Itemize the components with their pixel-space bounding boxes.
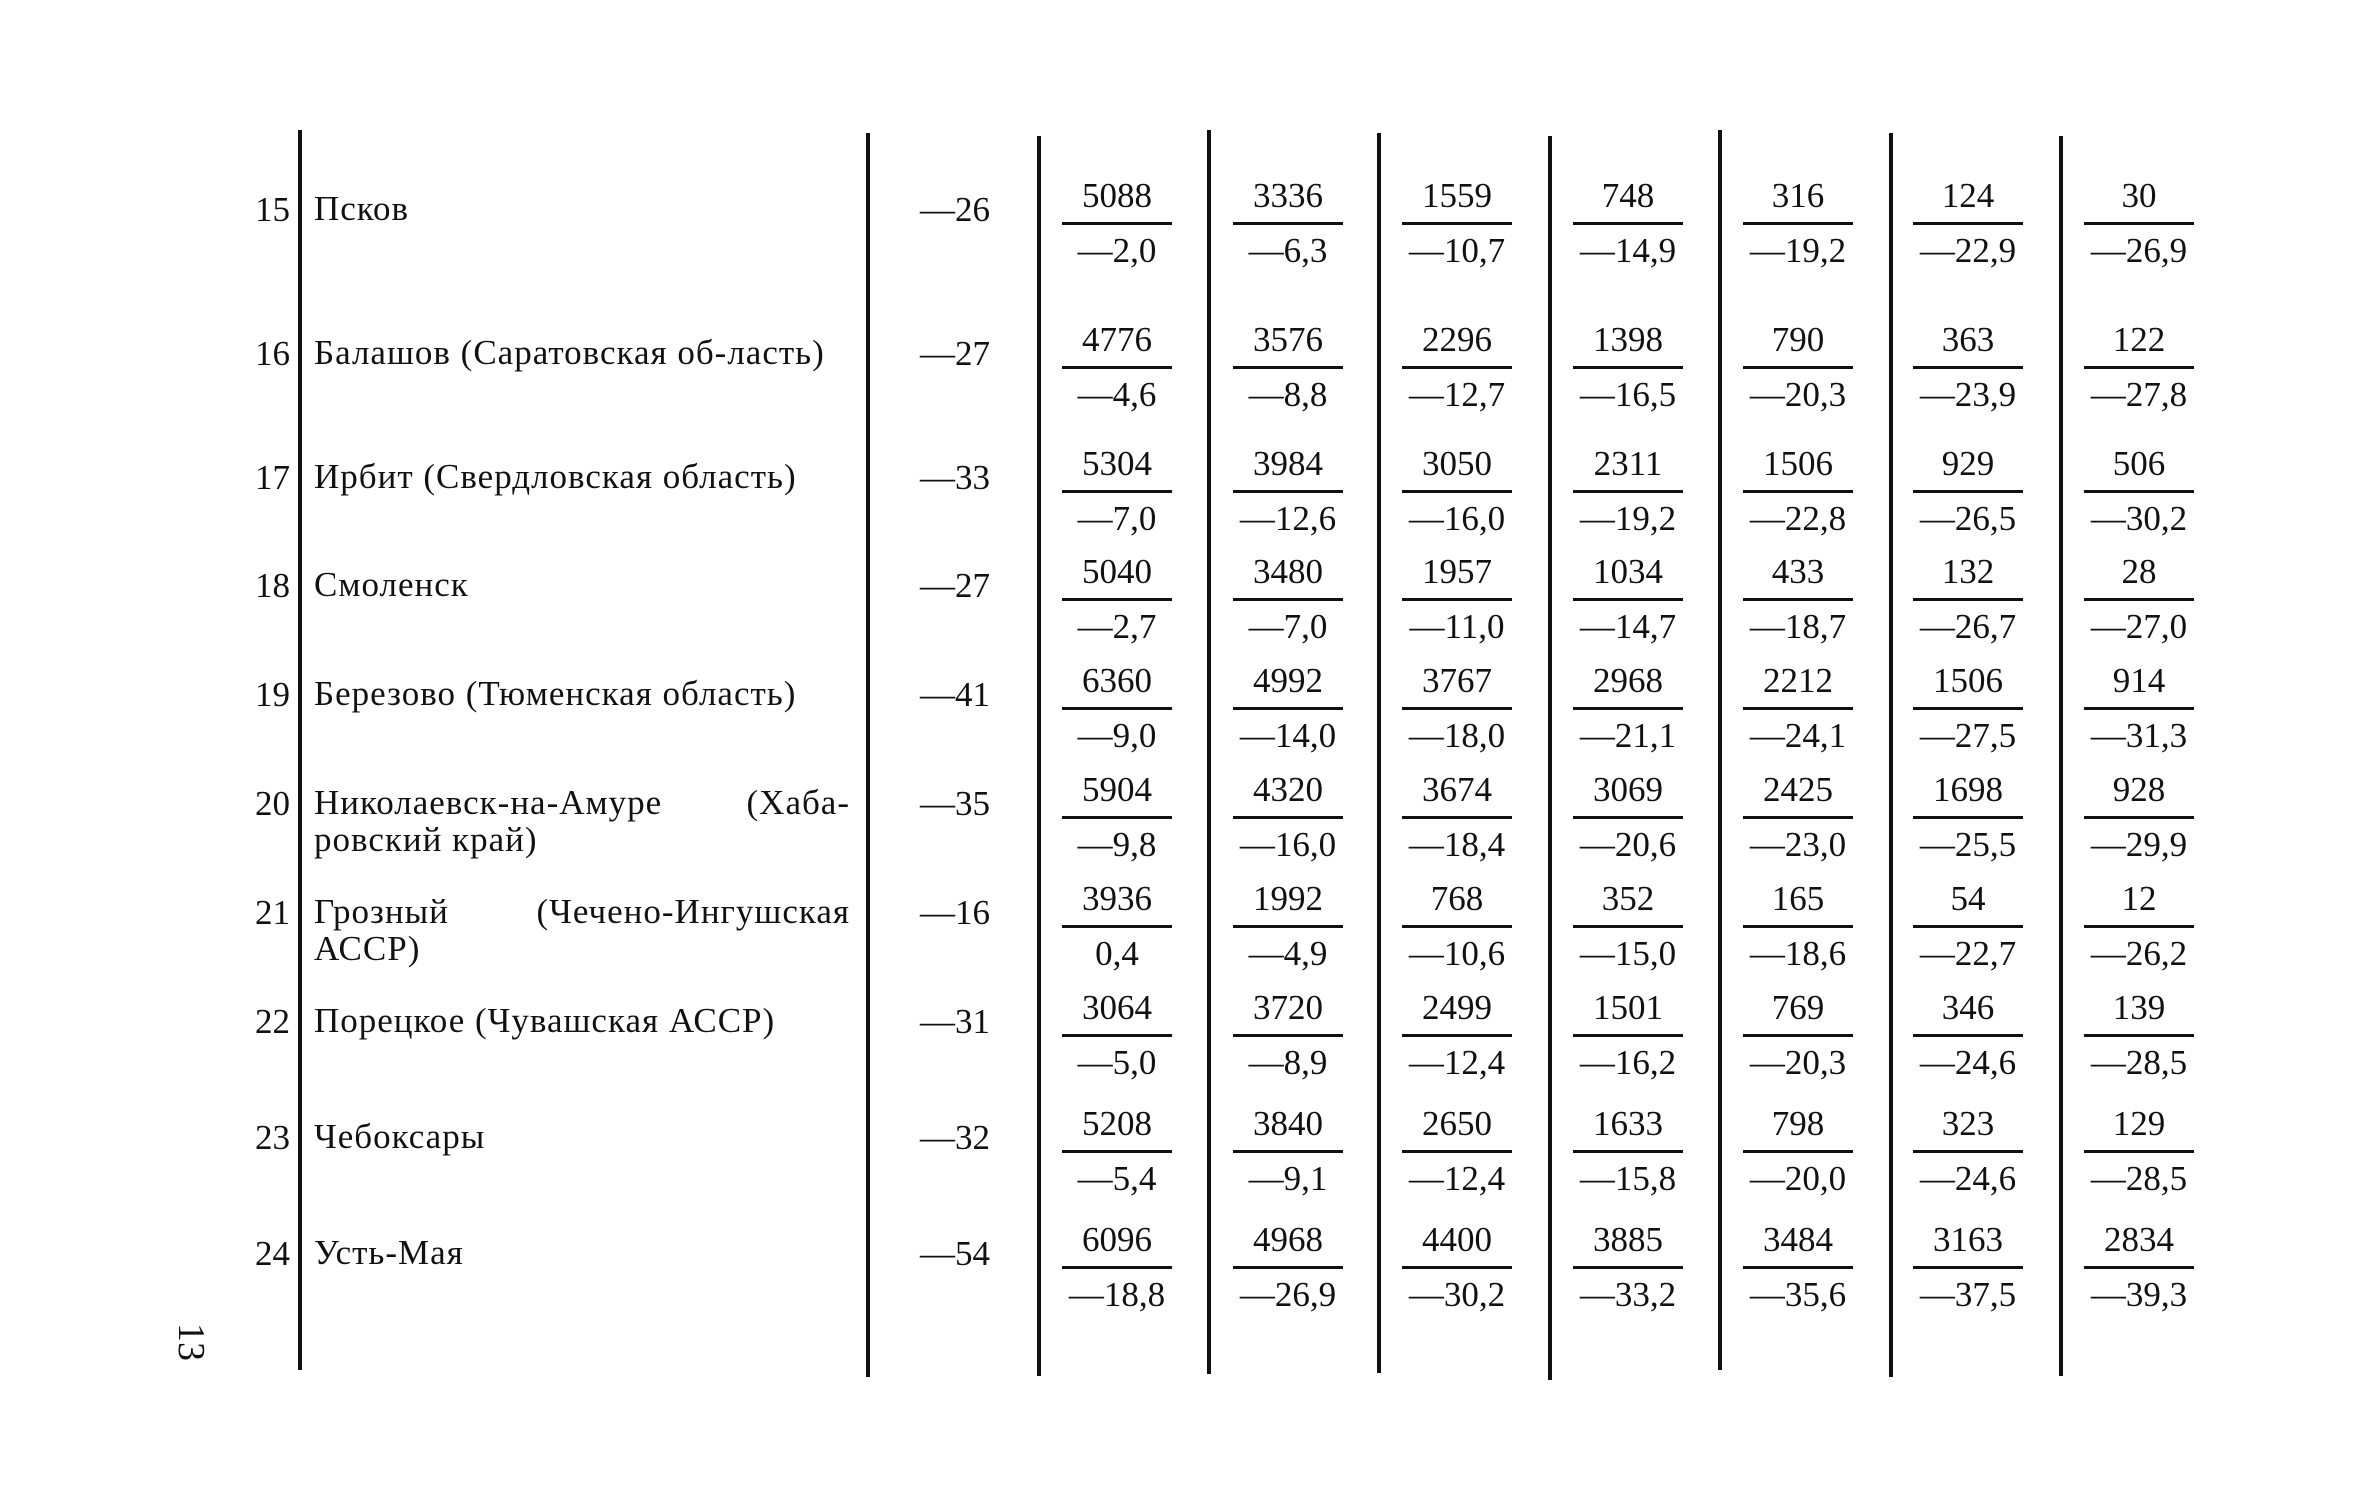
numerator-value: 363 bbox=[1913, 320, 2023, 369]
fraction-cell bbox=[1062, 176, 1172, 271]
numerator-value: 1398 bbox=[1573, 320, 1683, 369]
denominator-value: —28,5 bbox=[2090, 1159, 2188, 1198]
station-name: Балашов (Саратовская об-ласть) bbox=[314, 333, 825, 372]
denominator-value: —15,0 bbox=[1579, 934, 1677, 973]
denominator-value: —16,0 bbox=[1239, 825, 1337, 864]
fraction-cell bbox=[1743, 320, 1853, 415]
fraction-cell bbox=[1913, 176, 2023, 271]
numerator-value: 139 bbox=[2084, 988, 2194, 1037]
denominator-value: —12,4 bbox=[1408, 1043, 1506, 1082]
denominator-value: —37,5 bbox=[1919, 1275, 2017, 1314]
denominator-value: —18,8 bbox=[1068, 1275, 1166, 1314]
fraction-cell bbox=[1743, 988, 1853, 1083]
denominator-value: —22,9 bbox=[1919, 231, 2017, 270]
fraction-cell bbox=[2084, 176, 2194, 271]
design-temperature: —31 bbox=[920, 1002, 990, 1041]
numerator-value: 30 bbox=[2084, 176, 2194, 225]
denominator-value: —30,2 bbox=[2090, 499, 2188, 538]
denominator-value: —26,9 bbox=[1239, 1275, 1337, 1314]
row-number: 20 bbox=[255, 784, 290, 823]
row-number: 18 bbox=[255, 566, 290, 605]
column-rule bbox=[866, 133, 870, 1377]
fraction-cell bbox=[1913, 552, 2023, 647]
denominator-value: —4,9 bbox=[1248, 934, 1328, 973]
numerator-value: 5088 bbox=[1062, 176, 1172, 225]
numerator-value: 352 bbox=[1573, 879, 1683, 928]
row-number: 23 bbox=[255, 1118, 290, 1157]
numerator-value: 4320 bbox=[1233, 770, 1343, 819]
fraction-cell bbox=[1233, 176, 1343, 271]
column-rule bbox=[298, 130, 302, 1370]
numerator-value: 122 bbox=[2084, 320, 2194, 369]
denominator-value: —16,0 bbox=[1408, 499, 1506, 538]
fraction-cell bbox=[1573, 770, 1683, 865]
fraction-cell bbox=[2084, 1220, 2194, 1315]
station-name: Николаевск-на-Амуре (Хаба-ровский край) bbox=[314, 783, 850, 859]
column-rule bbox=[1207, 130, 1211, 1374]
numerator-value: 3885 bbox=[1573, 1220, 1683, 1269]
denominator-value: —2,7 bbox=[1077, 607, 1157, 646]
column-rule bbox=[2059, 136, 2063, 1376]
fraction-cell bbox=[1402, 552, 1512, 647]
denominator-value: —24,6 bbox=[1919, 1159, 2017, 1198]
station-name: Порецкое (Чувашская АССР) bbox=[314, 1001, 776, 1040]
numerator-value: 4400 bbox=[1402, 1220, 1512, 1269]
denominator-value: —19,2 bbox=[1749, 231, 1847, 270]
fraction-cell bbox=[1233, 444, 1343, 539]
fraction-cell bbox=[1062, 879, 1172, 974]
denominator-value: —8,9 bbox=[1248, 1043, 1328, 1082]
numerator-value: 790 bbox=[1743, 320, 1853, 369]
numerator-value: 6096 bbox=[1062, 1220, 1172, 1269]
denominator-value: —22,8 bbox=[1749, 499, 1847, 538]
denominator-value: —7,0 bbox=[1248, 607, 1328, 646]
numerator-value: 4992 bbox=[1233, 661, 1343, 710]
fraction-cell bbox=[1913, 770, 2023, 865]
denominator-value: —26,5 bbox=[1919, 499, 2017, 538]
fraction-cell bbox=[1573, 988, 1683, 1083]
numerator-value: 2499 bbox=[1402, 988, 1512, 1037]
denominator-value: —18,6 bbox=[1749, 934, 1847, 973]
numerator-value: 3674 bbox=[1402, 770, 1512, 819]
fraction-cell bbox=[1233, 1104, 1343, 1199]
denominator-value: —24,6 bbox=[1919, 1043, 2017, 1082]
fraction-cell bbox=[2084, 988, 2194, 1083]
column-rule bbox=[1548, 136, 1552, 1380]
denominator-value: —18,0 bbox=[1408, 716, 1506, 755]
design-temperature: —32 bbox=[920, 1118, 990, 1157]
row-number: 17 bbox=[255, 458, 290, 497]
fraction-cell bbox=[1402, 1104, 1512, 1199]
denominator-value: —39,3 bbox=[2090, 1275, 2188, 1314]
numerator-value: 3936 bbox=[1062, 879, 1172, 928]
row-number: 16 bbox=[255, 334, 290, 373]
denominator-value: —8,8 bbox=[1248, 375, 1328, 414]
numerator-value: 54 bbox=[1913, 879, 2023, 928]
numerator-value: 129 bbox=[2084, 1104, 2194, 1153]
denominator-value: —6,3 bbox=[1248, 231, 1328, 270]
fraction-cell bbox=[1233, 552, 1343, 647]
fraction-cell bbox=[1573, 879, 1683, 974]
fraction-cell bbox=[1913, 444, 2023, 539]
numerator-value: 929 bbox=[1913, 444, 2023, 493]
denominator-value: —33,2 bbox=[1579, 1275, 1677, 1314]
page-number: 13 bbox=[170, 1323, 212, 1361]
numerator-value: 506 bbox=[2084, 444, 2194, 493]
denominator-value: —18,7 bbox=[1749, 607, 1847, 646]
fraction-cell bbox=[1402, 770, 1512, 865]
fraction-cell bbox=[1573, 1220, 1683, 1315]
denominator-value: —23,9 bbox=[1919, 375, 2017, 414]
fraction-cell bbox=[1573, 320, 1683, 415]
numerator-value: 3576 bbox=[1233, 320, 1343, 369]
column-rule bbox=[1889, 133, 1893, 1377]
fraction-cell bbox=[1062, 320, 1172, 415]
numerator-value: 433 bbox=[1743, 552, 1853, 601]
denominator-value: —5,0 bbox=[1077, 1043, 1157, 1082]
denominator-value: —31,3 bbox=[2090, 716, 2188, 755]
fraction-cell bbox=[1402, 661, 1512, 756]
fraction-cell bbox=[2084, 320, 2194, 415]
fraction-cell bbox=[1913, 988, 2023, 1083]
denominator-value: —26,9 bbox=[2090, 231, 2188, 270]
fraction-cell bbox=[1062, 770, 1172, 865]
numerator-value: 5208 bbox=[1062, 1104, 1172, 1153]
denominator-value: —20,3 bbox=[1749, 1043, 1847, 1082]
numerator-value: 5304 bbox=[1062, 444, 1172, 493]
denominator-value: —24,1 bbox=[1749, 716, 1847, 755]
station-name: Смоленск bbox=[314, 565, 469, 604]
fraction-cell bbox=[1062, 1220, 1172, 1315]
numerator-value: 3163 bbox=[1913, 1220, 2023, 1269]
fraction-cell bbox=[1402, 176, 1512, 271]
fraction-cell bbox=[1402, 444, 1512, 539]
fraction-cell bbox=[1743, 879, 1853, 974]
station-name: Грозный (Чечено-Ингушская АССР) bbox=[314, 892, 850, 968]
denominator-value: —15,8 bbox=[1579, 1159, 1677, 1198]
fraction-cell bbox=[1402, 1220, 1512, 1315]
fraction-cell bbox=[1743, 444, 1853, 539]
numerator-value: 768 bbox=[1402, 879, 1512, 928]
design-temperature: —27 bbox=[920, 566, 990, 605]
numerator-value: 1506 bbox=[1913, 661, 2023, 710]
numerator-value: 2968 bbox=[1573, 661, 1683, 710]
denominator-value: —20,3 bbox=[1749, 375, 1847, 414]
denominator-value: —7,0 bbox=[1077, 499, 1157, 538]
numerator-value: 2212 bbox=[1743, 661, 1853, 710]
row-number: 19 bbox=[255, 675, 290, 714]
numerator-value: 2296 bbox=[1402, 320, 1512, 369]
fraction-cell bbox=[1233, 988, 1343, 1083]
numerator-value: 323 bbox=[1913, 1104, 2023, 1153]
numerator-value: 124 bbox=[1913, 176, 2023, 225]
row-number: 24 bbox=[255, 1234, 290, 1273]
fraction-cell bbox=[2084, 444, 2194, 539]
numerator-value: 1034 bbox=[1573, 552, 1683, 601]
denominator-value: —26,7 bbox=[1919, 607, 2017, 646]
denominator-value: —22,7 bbox=[1919, 934, 2017, 973]
denominator-value: —12,7 bbox=[1408, 375, 1506, 414]
fraction-cell bbox=[1402, 879, 1512, 974]
denominator-value: —23,0 bbox=[1749, 825, 1847, 864]
denominator-value: —16,5 bbox=[1579, 375, 1677, 414]
numerator-value: 798 bbox=[1743, 1104, 1853, 1153]
denominator-value: —35,6 bbox=[1749, 1275, 1847, 1314]
numerator-value: 2425 bbox=[1743, 770, 1853, 819]
denominator-value: —27,0 bbox=[2090, 607, 2188, 646]
numerator-value: 346 bbox=[1913, 988, 2023, 1037]
fraction-cell bbox=[2084, 879, 2194, 974]
denominator-value: —25,5 bbox=[1919, 825, 2017, 864]
column-rule bbox=[1718, 130, 1722, 1370]
numerator-value: 2834 bbox=[2084, 1220, 2194, 1269]
denominator-value: —19,2 bbox=[1579, 499, 1677, 538]
row-number: 21 bbox=[255, 893, 290, 932]
design-temperature: —33 bbox=[920, 458, 990, 497]
numerator-value: 4968 bbox=[1233, 1220, 1343, 1269]
numerator-value: 2311 bbox=[1573, 444, 1683, 493]
denominator-value: —9,8 bbox=[1077, 825, 1157, 864]
row-number: 22 bbox=[255, 1002, 290, 1041]
fraction-cell bbox=[1573, 661, 1683, 756]
fraction-cell bbox=[1913, 879, 2023, 974]
fraction-cell bbox=[1743, 1220, 1853, 1315]
numerator-value: 165 bbox=[1743, 879, 1853, 928]
numerator-value: 914 bbox=[2084, 661, 2194, 710]
numerator-value: 3484 bbox=[1743, 1220, 1853, 1269]
numerator-value: 769 bbox=[1743, 988, 1853, 1037]
numerator-value: 132 bbox=[1913, 552, 2023, 601]
fraction-cell bbox=[1743, 1104, 1853, 1199]
denominator-value: —9,0 bbox=[1077, 716, 1157, 755]
numerator-value: 748 bbox=[1573, 176, 1683, 225]
column-rule bbox=[1377, 133, 1381, 1373]
numerator-value: 3984 bbox=[1233, 444, 1343, 493]
fraction-cell bbox=[1233, 1220, 1343, 1315]
denominator-value: —20,6 bbox=[1579, 825, 1677, 864]
denominator-value: —14,9 bbox=[1579, 231, 1677, 270]
fraction-cell bbox=[1913, 661, 2023, 756]
denominator-value: —5,4 bbox=[1077, 1159, 1157, 1198]
denominator-value: —11,0 bbox=[1409, 607, 1505, 646]
fraction-cell bbox=[1743, 176, 1853, 271]
fraction-cell bbox=[1233, 770, 1343, 865]
numerator-value: 4776 bbox=[1062, 320, 1172, 369]
numerator-value: 3840 bbox=[1233, 1104, 1343, 1153]
fraction-cell bbox=[1913, 320, 2023, 415]
fraction-cell bbox=[1743, 552, 1853, 647]
numerator-value: 316 bbox=[1743, 176, 1853, 225]
fraction-cell bbox=[1402, 320, 1512, 415]
denominator-value: —18,4 bbox=[1408, 825, 1506, 864]
numerator-value: 1506 bbox=[1743, 444, 1853, 493]
numerator-value: 3336 bbox=[1233, 176, 1343, 225]
numerator-value: 1992 bbox=[1233, 879, 1343, 928]
denominator-value: —12,6 bbox=[1239, 499, 1337, 538]
fraction-cell bbox=[1743, 661, 1853, 756]
denominator-value: 0,4 bbox=[1095, 934, 1139, 973]
numerator-value: 1698 bbox=[1913, 770, 2023, 819]
fraction-cell bbox=[2084, 1104, 2194, 1199]
design-temperature: —27 bbox=[920, 334, 990, 373]
design-temperature: —16 bbox=[920, 893, 990, 932]
design-temperature: —54 bbox=[920, 1234, 990, 1273]
fraction-cell bbox=[1233, 661, 1343, 756]
numerator-value: 3064 bbox=[1062, 988, 1172, 1037]
fraction-cell bbox=[1062, 661, 1172, 756]
row-number: 15 bbox=[255, 190, 290, 229]
denominator-value: —20,0 bbox=[1749, 1159, 1847, 1198]
fraction-cell bbox=[1233, 320, 1343, 415]
fraction-cell bbox=[1573, 176, 1683, 271]
station-name: Чебоксары bbox=[314, 1117, 486, 1156]
denominator-value: —14,0 bbox=[1239, 716, 1337, 755]
fraction-cell bbox=[2084, 770, 2194, 865]
design-temperature: —41 bbox=[920, 675, 990, 714]
denominator-value: —26,2 bbox=[2090, 934, 2188, 973]
fraction-cell bbox=[1573, 1104, 1683, 1199]
denominator-value: —10,6 bbox=[1408, 934, 1506, 973]
numerator-value: 3480 bbox=[1233, 552, 1343, 601]
denominator-value: —9,1 bbox=[1248, 1159, 1328, 1198]
denominator-value: —12,4 bbox=[1408, 1159, 1506, 1198]
fraction-cell bbox=[1062, 552, 1172, 647]
fraction-cell bbox=[1062, 1104, 1172, 1199]
fraction-cell bbox=[1233, 879, 1343, 974]
denominator-value: —27,8 bbox=[2090, 375, 2188, 414]
numerator-value: 3050 bbox=[1402, 444, 1512, 493]
design-temperature: —26 bbox=[920, 190, 990, 229]
denominator-value: —29,9 bbox=[2090, 825, 2188, 864]
fraction-cell bbox=[1743, 770, 1853, 865]
fraction-cell bbox=[1402, 988, 1512, 1083]
fraction-cell bbox=[1573, 444, 1683, 539]
numerator-value: 5040 bbox=[1062, 552, 1172, 601]
fraction-cell bbox=[1573, 552, 1683, 647]
fraction-cell bbox=[1913, 1220, 2023, 1315]
denominator-value: —4,6 bbox=[1077, 375, 1157, 414]
numerator-value: 5904 bbox=[1062, 770, 1172, 819]
column-rule bbox=[1037, 136, 1041, 1376]
fraction-cell bbox=[1913, 1104, 2023, 1199]
denominator-value: —30,2 bbox=[1408, 1275, 1506, 1314]
design-temperature: —35 bbox=[920, 784, 990, 823]
numerator-value: 3767 bbox=[1402, 661, 1512, 710]
station-name: Ирбит (Свердловская область) bbox=[314, 457, 797, 496]
numerator-value: 2650 bbox=[1402, 1104, 1512, 1153]
numerator-value: 3720 bbox=[1233, 988, 1343, 1037]
numerator-value: 6360 bbox=[1062, 661, 1172, 710]
numerator-value: 12 bbox=[2084, 879, 2194, 928]
numerator-value: 1501 bbox=[1573, 988, 1683, 1037]
fraction-cell bbox=[1062, 988, 1172, 1083]
fraction-cell bbox=[2084, 661, 2194, 756]
denominator-value: —16,2 bbox=[1579, 1043, 1677, 1082]
denominator-value: —28,5 bbox=[2090, 1043, 2188, 1082]
denominator-value: —14,7 bbox=[1579, 607, 1677, 646]
station-name: Псков bbox=[314, 189, 410, 228]
numerator-value: 3069 bbox=[1573, 770, 1683, 819]
denominator-value: —10,7 bbox=[1408, 231, 1506, 270]
denominator-value: —27,5 bbox=[1919, 716, 2017, 755]
denominator-value: —21,1 bbox=[1579, 716, 1677, 755]
fraction-cell bbox=[1062, 444, 1172, 539]
numerator-value: 28 bbox=[2084, 552, 2194, 601]
fraction-cell bbox=[2084, 552, 2194, 647]
numerator-value: 928 bbox=[2084, 770, 2194, 819]
numerator-value: 1957 bbox=[1402, 552, 1512, 601]
station-name: Березово (Тюменская область) bbox=[314, 674, 797, 713]
numerator-value: 1633 bbox=[1573, 1104, 1683, 1153]
denominator-value: —2,0 bbox=[1077, 231, 1157, 270]
station-name: Усть-Мая bbox=[314, 1233, 464, 1272]
numerator-value: 1559 bbox=[1402, 176, 1512, 225]
